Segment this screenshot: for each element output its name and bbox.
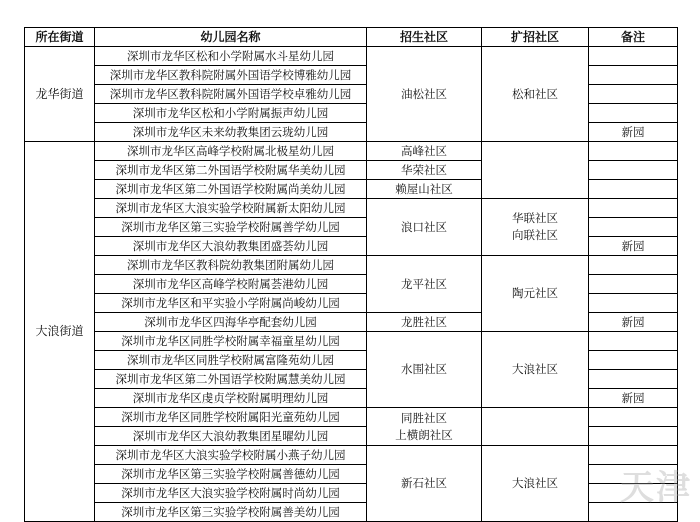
kindergarten-name: 深圳市龙华区未来幼教集团云珑幼儿园 — [95, 123, 367, 142]
kindergarten-name: 深圳市龙华区第三实验学校附属善学幼儿园 — [95, 218, 367, 237]
note-cell — [589, 332, 678, 351]
note-cell — [589, 503, 678, 522]
note-cell — [589, 47, 678, 66]
header-street: 所在街道 — [25, 28, 95, 47]
enroll-community: 油松社区 — [367, 47, 482, 142]
kindergarten-name: 深圳市龙华区第三实验学校附属善德幼儿园 — [95, 465, 367, 484]
kindergarten-name: 深圳市龙华区四海华亭配套幼儿园 — [95, 313, 367, 332]
note-cell — [589, 275, 678, 294]
table-row — [25, 142, 678, 161]
kindergarten-name: 深圳市龙华区同胜学校附属幸福童星幼儿园 — [95, 332, 367, 351]
enroll-community: 高峰社区 — [367, 142, 482, 161]
kindergarten-name: 深圳市龙华区教科院附属外国语学校卓雅幼儿园 — [95, 85, 367, 104]
kindergarten-name: 深圳市龙华区高峰学校附属北极星幼儿园 — [95, 142, 367, 161]
note-cell — [589, 142, 678, 161]
note-cell — [589, 161, 678, 180]
kindergarten-name: 深圳市龙华区第二外国语学校附属尚美幼儿园 — [95, 180, 367, 199]
note-cell: 新园 — [589, 389, 678, 408]
kindergarten-name: 深圳市龙华区教科院附属外国语学校博雅幼儿园 — [95, 66, 367, 85]
enroll-community-line: 同胜社区 — [401, 410, 447, 425]
street-cell: 龙华街道 — [25, 47, 95, 142]
note-cell — [589, 370, 678, 389]
kindergarten-name: 深圳市龙华区第三实验学校附属善美幼儿园 — [95, 503, 367, 522]
note-cell — [589, 256, 678, 275]
note-cell — [589, 199, 678, 218]
note-cell — [589, 446, 678, 465]
note-cell — [589, 465, 678, 484]
enroll-community: 浪口社区 — [367, 199, 482, 256]
kindergarten-table — [24, 27, 678, 522]
table-row — [25, 47, 678, 66]
note-cell: 新园 — [589, 123, 678, 142]
header-note: 备注 — [589, 28, 678, 47]
note-cell — [589, 351, 678, 370]
note-cell: 新园 — [589, 313, 678, 332]
kindergarten-name: 深圳市龙华区松和小学附属水斗星幼儿园 — [95, 47, 367, 66]
watermark: 天津 — [620, 468, 692, 508]
kindergarten-name: 深圳市龙华区第二外国语学校附属慧美幼儿园 — [95, 370, 367, 389]
street-cell: 大浪街道 — [25, 142, 95, 522]
enroll-community: 水围社区 — [367, 332, 482, 408]
enroll-community: 龙胜社区 — [367, 313, 482, 332]
header-kindergarten-name: 幼儿园名称 — [95, 28, 367, 47]
header-enroll-community: 招生社区 — [367, 28, 482, 47]
kindergarten-name: 深圳市龙华区同胜学校附属阳光童苑幼儿园 — [95, 408, 367, 427]
expand-community — [482, 199, 589, 256]
note-cell: 新园 — [589, 237, 678, 256]
expand-community: 陶元社区 — [482, 256, 589, 332]
enroll-community: 华荣社区 — [367, 161, 482, 180]
note-cell — [589, 180, 678, 199]
expand-community: 大浪社区 — [482, 446, 589, 522]
note-cell — [589, 104, 678, 123]
enroll-community: 新石社区 — [367, 446, 482, 522]
kindergarten-name: 深圳市龙华区大浪实验学校附属时尚幼儿园 — [95, 484, 367, 503]
kindergarten-name: 深圳市龙华区大浪幼教集团盛荟幼儿园 — [95, 237, 367, 256]
expand-community — [482, 142, 589, 199]
kindergarten-name: 深圳市龙华区同胜学校附属富隆苑幼儿园 — [95, 351, 367, 370]
expand-community-line: 华联社区 — [512, 211, 558, 225]
expand-community — [482, 408, 589, 446]
header-row — [25, 28, 678, 47]
kindergarten-name: 深圳市龙华区松和小学附属振声幼儿园 — [95, 104, 367, 123]
table-row — [25, 256, 678, 275]
kindergarten-name: 深圳市龙华区大浪幼教集团星曜幼儿园 — [95, 427, 367, 446]
kindergarten-name: 深圳市龙华区大浪实验学校附属小燕子幼儿园 — [95, 446, 367, 465]
note-cell — [589, 66, 678, 85]
note-cell — [589, 427, 678, 446]
kindergarten-name: 深圳市龙华区教科院幼教集团附属幼儿园 — [95, 256, 367, 275]
note-cell — [589, 218, 678, 237]
note-cell — [589, 484, 678, 503]
expand-community-line: 向联社区 — [512, 228, 558, 242]
note-cell — [589, 85, 678, 104]
kindergarten-name: 深圳市龙华区大浪实验学校附属新太阳幼儿园 — [95, 199, 367, 218]
table-row — [25, 446, 678, 465]
kindergarten-name: 深圳市龙华区第二外国语学校附属华美幼儿园 — [95, 161, 367, 180]
header-expand-community: 扩招社区 — [482, 28, 589, 47]
kindergarten-name: 深圳市龙华区虔贞学校附属明理幼儿园 — [95, 389, 367, 408]
enroll-community: 赖屋山社区 — [367, 180, 482, 199]
note-cell — [589, 294, 678, 313]
enroll-community-line: 上横朗社区 — [395, 427, 453, 442]
note-cell — [589, 408, 678, 427]
table-row — [25, 408, 678, 427]
kindergarten-name: 深圳市龙华区高峰学校附属荟港幼儿园 — [95, 275, 367, 294]
kindergarten-name: 深圳市龙华区和平实验小学附属尚峻幼儿园 — [95, 294, 367, 313]
enroll-community — [367, 408, 482, 446]
table-row — [25, 199, 678, 218]
expand-community: 大浪社区 — [482, 332, 589, 408]
expand-community: 松和社区 — [482, 47, 589, 142]
enroll-community: 龙平社区 — [367, 256, 482, 313]
table-row — [25, 332, 678, 351]
